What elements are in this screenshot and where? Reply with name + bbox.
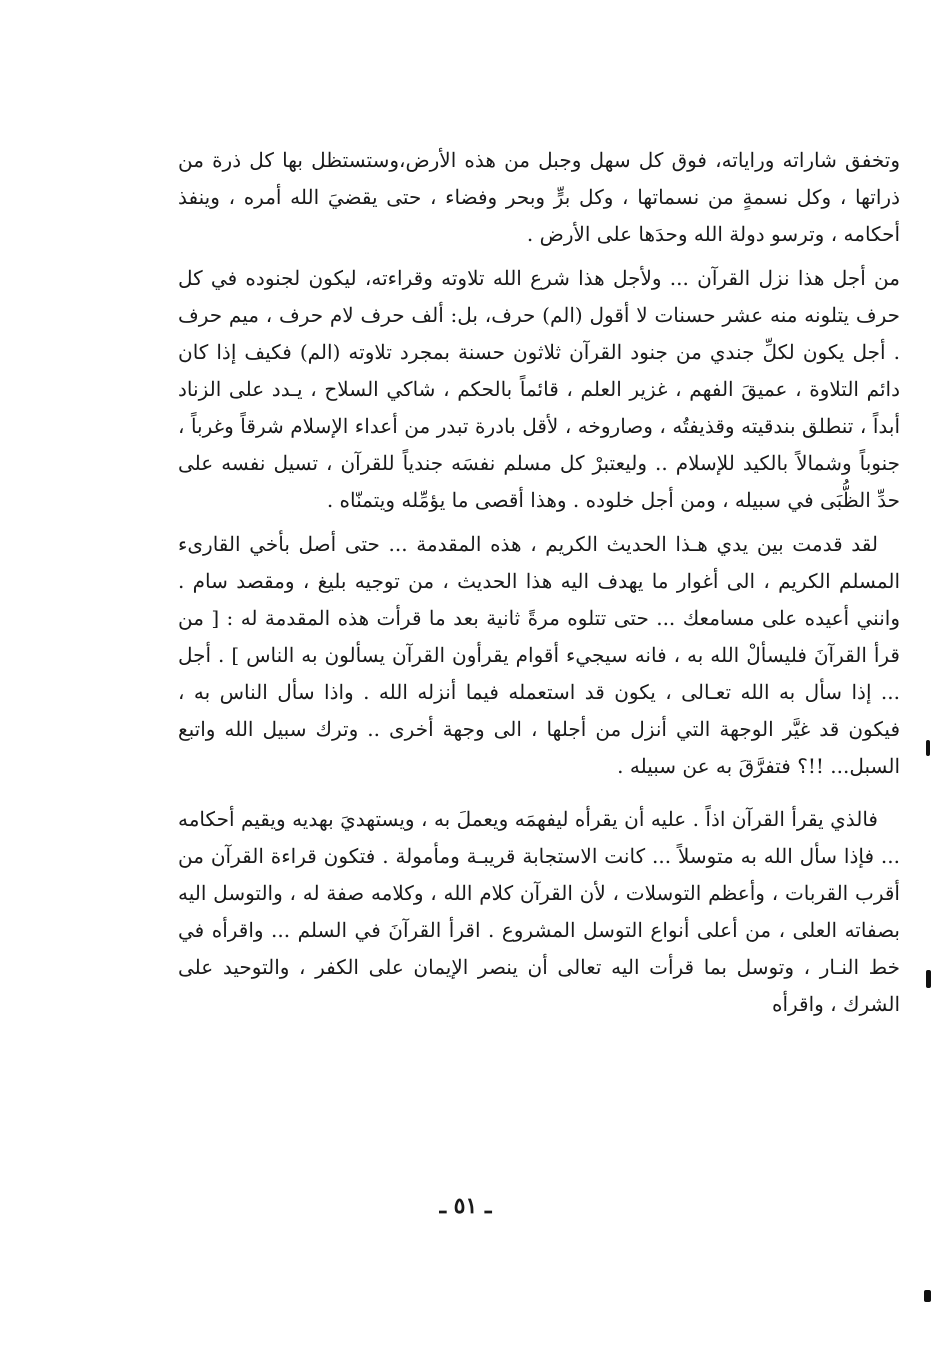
scan-mark (924, 1290, 931, 1302)
body-text (178, 142, 900, 1023)
page-number: ـ ٥١ ـ (439, 1193, 492, 1219)
scan-mark (926, 740, 930, 756)
paragraph-3: لقد قدمت بين يدي هـذا الحديث الكريم ، هذه المقدمة ... حتى أصل بأخي القارىء المسلم الكريم ، الى أغوار ما يهدف اليه هذا الحديث ، من توجيه بليغ ، ومقصد سام . وانني أعيده على مسامعك ... حتى تتلوه مرةً ثانية بعد ما قرأت هذه المقدمة له : [ من قرأ القرآنَ فليسألْ الله به ، فانه سيجيء أقوام يقرأون القرآن يسألون به الناس ] . أجل ... إذا سأل به الله تعـالى ، يكون قد استعمله فيما أنزله الله . واذا سأل الناس به ، فيكون قد غيَّر الوجهة التي أنزل من أجلها ، الى وجهة أخرى .. وترك سبيل الله واتبع السبل... !!؟ فتفرَّقَ به عن سبيله . (178, 532, 900, 778)
paragraph-2: من أجل هذا نزل القرآن ... ولأجل هذا شرع الله تلاوته وقراءته، ليكون لجنوده في كل حرف يتلونه منه عشر حسنات لا أقول (الم) حرف، بل: ألف حرف لام حرف ، ميم حرف . أجل يكون لكلِّ جندي من جنود القرآن ثلاثون حسنة بمجرد تلاوته (الم) فكيف إذا كان دائم التلاوة ، عميقَ الفهم ، غزير العلم ، قائماً بالحكم ، شاكي السلاح ، يـدد على الزناد أبداً ، تنطلق بندقيته وقذيفتُه ، وصاروخه ، لأقل بادرة تبدر من أعداء الإسلام شرقاً وغرباً ، جنوباً وشمالاً بالكيد للإسلام .. وليعتبرْ كل مسلم نفسَه جندياً للقرآن ، تسيل نفسه على حدِّ الظُّبَى في سبيله ، ومن أجل خلوده . وهذا أقصى ما يؤمِّله ويتمنّاه . (178, 266, 900, 512)
scan-mark (926, 970, 931, 988)
paragraph-1: وتخفق شاراته وراياته، فوق كل سهل وجبل من هذه الأرض،وستستظل بها كل ذرة من ذراتها ، وكل نسمةٍ من نسماتها ، وكل برٍّ وبحر وفضاء ، حتى يقضيَ الله أمره ، وينفذ أحكامه ، وترسو دولة الله وحدَها على الأرض . (178, 148, 900, 246)
paragraph-4: فالذي يقرأ القرآن اذاً . عليه أن يقرأه ليفهمَه ويعملَ به ، ويستهديَ بهديه ويقيم أحكامه ... فإذا سأل الله به متوسلاً ... كانت الاستجابة قريبـة ومأمولة . فتكون قراءة القرآن من أقرب القربات ، وأعظم التوسلات ، لأن القرآن كلام الله ، وكلامه صفة له ، والتوسل اليه بصفاته العلى ، من أعلى أنواع التوسل المشروع . اقرأ القرآنَ في السلم ... واقرأه في خط النـار ، وتوسل بما قرأت اليه تعالى أن ينصر الإيمان على الكفر ، والتوحيد على الشرك ، واقرأه (178, 807, 900, 1016)
